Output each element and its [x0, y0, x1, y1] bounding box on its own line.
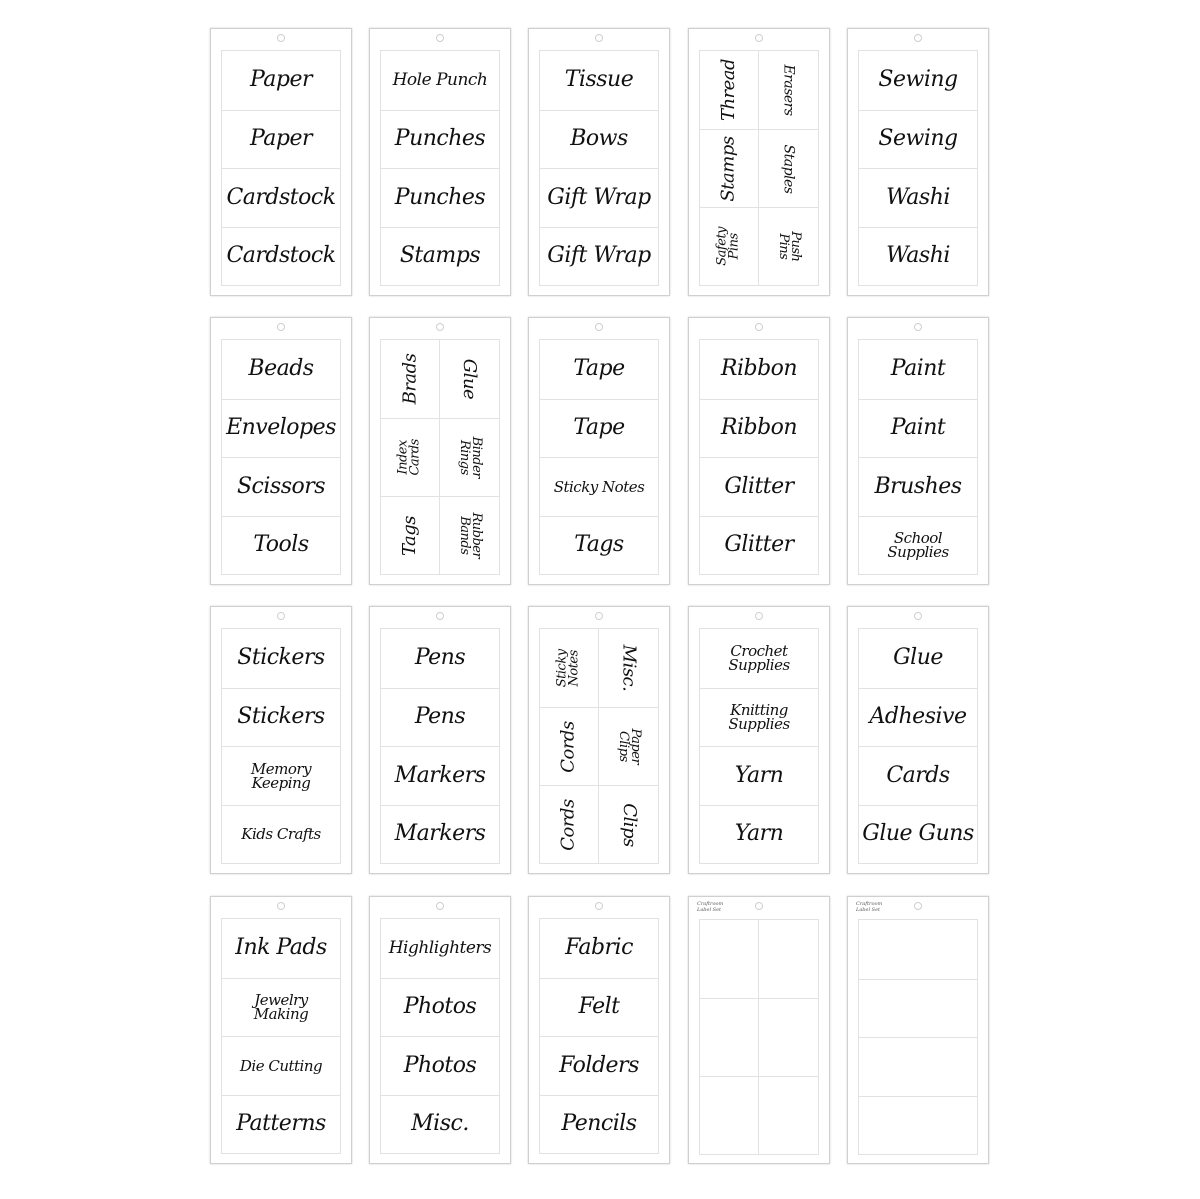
hang-hole — [914, 323, 922, 331]
label-card — [210, 28, 352, 296]
label-washi: Washi — [886, 184, 950, 210]
label-card — [847, 317, 989, 585]
hang-hole — [914, 612, 922, 620]
label-stamps: Stamps — [399, 243, 481, 269]
label-card — [210, 896, 352, 1164]
label-grid — [699, 50, 819, 286]
label-slot — [859, 399, 977, 458]
label-cardstock: Cardstock — [226, 243, 336, 269]
label-slot — [540, 340, 658, 399]
label-ribbon: Ribbon — [720, 415, 798, 441]
hang-hole — [755, 323, 763, 331]
label-card — [688, 317, 830, 585]
empty-label-slot — [859, 1037, 977, 1096]
label-slot — [859, 629, 977, 688]
label-slot — [222, 1036, 340, 1095]
label-slot — [222, 168, 340, 227]
label-slot — [599, 707, 658, 785]
label-scissors: Scissors — [236, 473, 326, 499]
label-slot — [381, 496, 440, 574]
empty-label-slot — [759, 920, 818, 998]
label-slot — [859, 110, 977, 169]
label-slot — [381, 110, 499, 169]
label-card — [369, 317, 511, 585]
label-felt: Felt — [578, 994, 620, 1020]
hang-hole — [914, 34, 922, 42]
label-slot — [859, 746, 977, 805]
label-photos: Photos — [403, 1052, 477, 1078]
label-grid — [380, 918, 500, 1154]
label-slot — [599, 785, 658, 863]
empty-label-slot — [759, 998, 818, 1076]
label-slot — [700, 340, 818, 399]
label-memory-keeping: Memory Keeping — [250, 759, 312, 792]
hang-hole — [755, 902, 763, 910]
label-slot — [700, 51, 759, 129]
label-slot — [759, 51, 818, 129]
hang-hole — [436, 34, 444, 42]
label-slot — [540, 785, 599, 863]
label-gift-wrap: Gift Wrap — [547, 184, 651, 210]
label-yarn: Yarn — [734, 762, 784, 788]
label-slot — [599, 629, 658, 707]
label-erasers: Erasers — [780, 64, 797, 116]
label-slot — [381, 919, 499, 978]
label-slot — [859, 805, 977, 864]
label-slot — [759, 129, 818, 207]
label-punches: Punches — [394, 126, 486, 152]
label-slot — [222, 1095, 340, 1154]
label-index-cards: Index Cards — [395, 439, 423, 476]
label-slot — [381, 51, 499, 110]
label-slot — [381, 805, 499, 864]
label-slot — [381, 418, 440, 496]
label-glue: Glue — [893, 645, 943, 671]
label-card — [210, 317, 352, 585]
label-slot — [440, 418, 499, 496]
label-grid — [699, 919, 819, 1155]
label-slot — [222, 805, 340, 864]
label-card — [210, 606, 352, 874]
label-paper: Paper — [249, 126, 313, 152]
hang-hole — [277, 902, 285, 910]
label-fabric: Fabric — [565, 935, 633, 961]
label-tools: Tools — [253, 532, 309, 558]
empty-label-slot — [859, 979, 977, 1038]
label-misc: Misc. — [411, 1111, 469, 1137]
label-adhesive: Adhesive — [869, 704, 967, 730]
label-slot — [540, 978, 658, 1037]
hang-hole — [277, 323, 285, 331]
label-stickers: Stickers — [237, 645, 325, 671]
label-slot — [859, 227, 977, 286]
label-slot — [540, 110, 658, 169]
label-binder-rings: Binder Rings — [456, 436, 484, 479]
label-slot — [381, 227, 499, 286]
label-card — [847, 896, 989, 1164]
label-grid — [699, 339, 819, 575]
hang-hole — [436, 902, 444, 910]
label-glue-guns: Glue Guns — [862, 821, 974, 847]
label-yarn: Yarn — [734, 821, 784, 847]
label-cords: Cords — [557, 720, 579, 773]
label-slot — [700, 399, 818, 458]
label-gift-wrap: Gift Wrap — [547, 243, 651, 269]
hang-hole — [755, 612, 763, 620]
label-slot — [700, 805, 818, 864]
label-paint: Paint — [890, 415, 946, 441]
label-tags: Tags — [398, 515, 420, 556]
label-crochet-supplies: Crochet Supplies — [728, 642, 790, 675]
label-school-supplies: School Supplies — [887, 529, 949, 562]
label-card — [528, 28, 670, 296]
label-slot — [381, 978, 499, 1037]
label-slot — [222, 227, 340, 286]
label-grid — [380, 339, 500, 575]
label-slot — [222, 399, 340, 458]
hang-hole — [595, 902, 603, 910]
label-grid — [221, 628, 341, 864]
label-slot — [381, 629, 499, 688]
label-grid — [221, 918, 341, 1154]
label-slot — [540, 227, 658, 286]
label-slot — [700, 207, 759, 285]
label-slot — [222, 978, 340, 1037]
label-grid — [221, 339, 341, 575]
label-knitting-supplies: Knitting Supplies — [728, 701, 790, 734]
label-misc: Misc. — [618, 644, 640, 692]
label-card — [369, 606, 511, 874]
label-brads: Brads — [398, 353, 420, 405]
label-rubber-bands: Rubber Bands — [456, 512, 484, 559]
label-kids-crafts: Kids Crafts — [241, 825, 321, 844]
credit-text: Craftroom Label Set — [697, 901, 724, 913]
hang-hole — [436, 323, 444, 331]
label-sewing: Sewing — [878, 126, 958, 152]
label-paint: Paint — [890, 356, 946, 382]
label-grid — [699, 628, 819, 864]
empty-label-slot — [700, 1076, 759, 1154]
label-grid — [539, 339, 659, 575]
hang-hole — [914, 902, 922, 910]
label-grid — [858, 339, 978, 575]
hang-hole — [277, 612, 285, 620]
label-slot — [700, 457, 818, 516]
label-ribbon: Ribbon — [720, 356, 798, 382]
label-slot — [859, 51, 977, 110]
label-slot — [540, 516, 658, 575]
label-slot — [700, 688, 818, 747]
label-glitter: Glitter — [724, 532, 794, 558]
label-slot — [540, 51, 658, 110]
label-slot — [381, 746, 499, 805]
label-slot — [222, 51, 340, 110]
hang-hole — [595, 34, 603, 42]
hang-hole — [436, 612, 444, 620]
label-tags: Tags — [574, 532, 624, 558]
label-slot — [540, 457, 658, 516]
label-pens: Pens — [414, 645, 466, 671]
label-slot — [540, 168, 658, 227]
label-slot — [222, 688, 340, 747]
label-slot — [222, 919, 340, 978]
label-slot — [859, 457, 977, 516]
label-markers: Markers — [394, 821, 486, 847]
label-ink-pads: Ink Pads — [235, 935, 327, 961]
label-photos: Photos — [403, 994, 477, 1020]
label-washi: Washi — [886, 243, 950, 269]
label-glue: Glue — [459, 358, 481, 400]
label-bows: Bows — [570, 126, 628, 152]
label-slot — [700, 129, 759, 207]
label-grid — [539, 50, 659, 286]
label-grid — [221, 50, 341, 286]
label-slot — [440, 340, 499, 418]
label-cords: Cords — [557, 798, 579, 851]
label-folders: Folders — [559, 1052, 639, 1078]
label-clips: Clips — [618, 802, 640, 847]
label-slot — [222, 746, 340, 805]
label-slot — [540, 1036, 658, 1095]
label-glitter: Glitter — [724, 473, 794, 499]
label-card — [528, 606, 670, 874]
label-card — [688, 606, 830, 874]
label-stamps: Stamps — [718, 135, 739, 202]
label-punches: Punches — [394, 184, 486, 210]
empty-label-slot — [700, 920, 759, 998]
label-slot — [381, 340, 440, 418]
label-brushes: Brushes — [874, 473, 962, 499]
label-hole-punch: Hole Punch — [392, 69, 488, 90]
label-pens: Pens — [414, 704, 466, 730]
empty-label-slot — [759, 1076, 818, 1154]
label-slot — [540, 707, 599, 785]
label-card — [528, 317, 670, 585]
label-die-cutting: Die Cutting — [239, 1056, 323, 1075]
label-pencils: Pencils — [561, 1111, 637, 1137]
label-grid — [380, 50, 500, 286]
label-slot — [540, 629, 599, 707]
label-slot — [381, 1095, 499, 1154]
label-slot — [440, 496, 499, 574]
label-paper-clips: Paper Clips — [615, 728, 643, 765]
label-slot — [700, 629, 818, 688]
label-slot — [381, 688, 499, 747]
label-tissue: Tissue — [564, 67, 634, 93]
label-cardstock: Cardstock — [226, 184, 336, 210]
label-grid — [858, 628, 978, 864]
hang-hole — [595, 612, 603, 620]
label-push-pins: Push Pins — [775, 231, 803, 262]
label-card — [369, 896, 511, 1164]
label-slot — [859, 340, 977, 399]
label-patterns: Patterns — [236, 1111, 326, 1137]
label-stickers: Stickers — [237, 704, 325, 730]
label-slot — [859, 516, 977, 575]
label-slot — [222, 457, 340, 516]
hang-hole — [755, 34, 763, 42]
label-cards: Cards — [886, 762, 950, 788]
label-slot — [222, 340, 340, 399]
label-card — [528, 896, 670, 1164]
label-slot — [381, 1036, 499, 1095]
label-staples: Staples — [780, 144, 797, 193]
label-slot — [540, 399, 658, 458]
label-card — [369, 28, 511, 296]
label-sewing: Sewing — [878, 67, 958, 93]
credit-text: Craftroom Label Set — [856, 901, 883, 913]
label-sticky-notes: Sticky Notes — [554, 649, 582, 687]
label-slot — [222, 629, 340, 688]
label-envelopes: Envelopes — [226, 415, 336, 441]
label-card — [688, 896, 830, 1164]
label-slot — [540, 919, 658, 978]
label-slot — [222, 110, 340, 169]
empty-label-slot — [700, 998, 759, 1076]
hang-hole — [595, 323, 603, 331]
label-grid — [539, 628, 659, 864]
label-beads: Beads — [248, 356, 314, 382]
empty-label-slot — [859, 920, 977, 979]
label-markers: Markers — [394, 762, 486, 788]
label-grid — [380, 628, 500, 864]
label-grid — [858, 50, 978, 286]
label-paper: Paper — [249, 67, 313, 93]
label-safety-pins: Safety Pins — [714, 227, 742, 266]
label-slot — [859, 688, 977, 747]
label-sticky-notes: Sticky Notes — [553, 477, 645, 496]
label-highlighters: Highlighters — [388, 937, 492, 958]
label-slot — [859, 168, 977, 227]
hang-hole — [277, 34, 285, 42]
label-grid — [539, 918, 659, 1154]
label-tape: Tape — [573, 415, 625, 441]
label-slot — [222, 516, 340, 575]
label-card — [688, 28, 830, 296]
label-slot — [700, 746, 818, 805]
label-tape: Tape — [573, 356, 625, 382]
label-thread: Thread — [718, 58, 740, 122]
label-slot — [759, 207, 818, 285]
label-slot — [700, 516, 818, 575]
label-slot — [540, 1095, 658, 1154]
label-slot — [381, 168, 499, 227]
label-grid — [858, 919, 978, 1155]
label-card — [847, 606, 989, 874]
label-card — [847, 28, 989, 296]
empty-label-slot — [859, 1096, 977, 1155]
label-jewelry-making: Jewelry Making — [253, 991, 309, 1024]
